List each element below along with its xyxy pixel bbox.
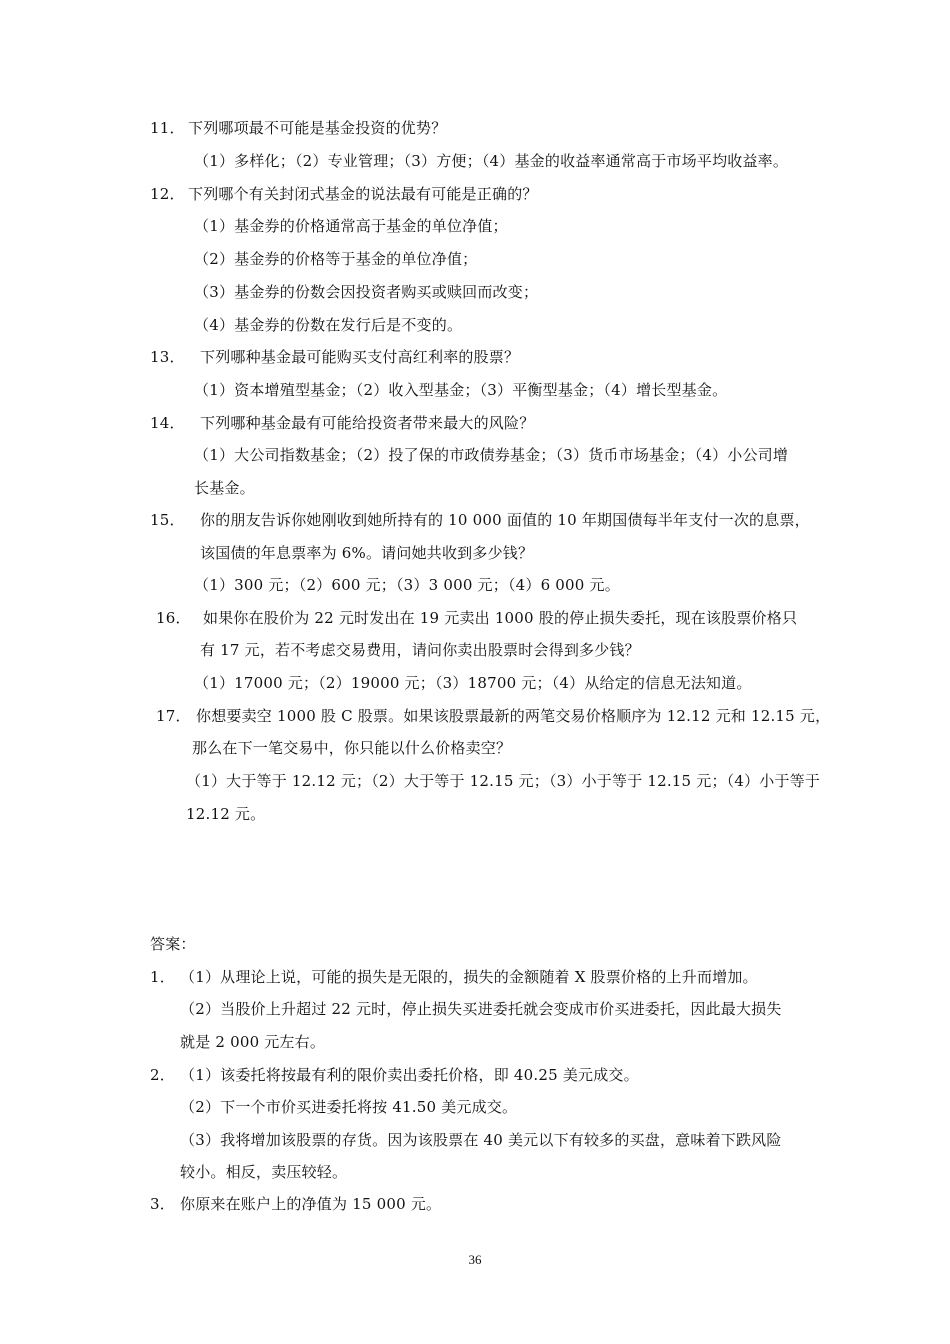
question-text: 你想要卖空 1000 股 C 股票。如果该股票最新的两笔交易价格顺序为 12.12 元和 12.15 元， [196,707,831,725]
question-text: 下列哪个有关封闭式基金的说法最有可能是正确的？ [188,185,538,203]
answer-text-cont: 较小。相反，卖压较轻。 [180,1163,348,1181]
question-text: 下列哪项最不可能是基金投资的优势？ [188,119,447,137]
question-options: （1）大于等于 12.12 元；（2）大于等于 12.15 元；（3）小于等于 12.15 元；（4）小于等于 [186,772,821,790]
page-number: 36 [468,1252,482,1267]
question-text: 下列哪种基金最有可能给投资者带来最大的风险？ [200,414,535,432]
question-number: 11． [150,119,185,137]
answer-number: 1． [150,968,175,986]
question-option: （1）基金券的价格通常高于基金的单位净值； [194,217,508,235]
question-options-cont: 12.12 元。 [186,805,266,823]
question-text: 如果你在股价为 22 元时发出在 19 元卖出 1000 股的停止损失委托，现在该股票价格只 [203,609,798,627]
question-text: 下列哪种基金最可能购买支付高红利率的股票？ [200,348,520,366]
question-number: 14． [150,414,185,432]
answer-number: 2． [150,1066,175,1084]
question-number: 12． [150,185,185,203]
answers-heading: 答案： [150,935,196,953]
question-options: （1）多样化；（2）专业管理；（3）方便；（4）基金的收益率通常高于市场平均收益率。 [194,152,789,170]
answer-text: （2）下一个市价买进委托将按 41.50 美元成交。 [180,1098,518,1116]
question-option: （4）基金券的份数在发行后是不变的。 [194,316,463,334]
answer-text: （2）当股价上升超过 22 元时，停止损失买进委托就会变成市价买进委托，因此最大损失 [180,1000,782,1018]
question-options: （1）17000 元；（2）19000 元；（3）18700 元；（4）从给定的信息无法知道。 [194,674,752,692]
answer-text: （3）我将增加该股票的存货。因为该股票在 40 美元以下有较多的买盘，意味着下跌风险 [180,1131,782,1149]
answer-number: 3． [150,1195,175,1213]
question-options-cont: 长基金。 [194,479,255,497]
answer-text-cont: 就是 2 000 元左右。 [180,1033,326,1051]
answer-text: （1）从理论上说，可能的损失是无限的，损失的金额随着 X 股票价格的上升而增加。 [180,968,758,986]
question-text: 你的朋友告诉你她刚收到她所持有的 10 000 面值的 10 年期国债每半年支付一次的息票， [200,511,810,529]
question-text-cont: 有 17 元，若不考虑交易费用，请问你卖出股票时会得到多少钱？ [200,641,640,659]
question-options: （1）资本增殖型基金；（2）收入型基金；（3）平衡型基金；（4）增长型基金。 [194,381,728,399]
question-number: 16． [156,609,191,627]
question-number: 17． [156,707,191,725]
question-number: 15． [150,511,185,529]
question-option: （3）基金券的份数会因投资者购买或赎回而改变； [194,283,539,301]
question-text-cont: 该国债的年息票率为 6%。请问她共收到多少钱？ [200,544,534,562]
question-options: （1）大公司指数基金；（2）投了保的市政债券基金；（3）货币市场基金；（4）小公司增 [194,446,789,464]
question-text-cont: 那么在下一笔交易中，你只能以什么价格卖空？ [192,739,512,757]
question-option: （2）基金券的价格等于基金的单位净值； [194,250,478,268]
answer-text: （1）该委托将按最有利的限价卖出委托价格，即 40.25 美元成交。 [180,1066,639,1084]
answer-text: 你原来在账户上的净值为 15 000 元。 [180,1195,442,1213]
question-number: 13． [150,348,185,366]
question-options: （1）300 元；（2）600 元；（3）3 000 元；（4）6 000 元。 [194,576,620,594]
